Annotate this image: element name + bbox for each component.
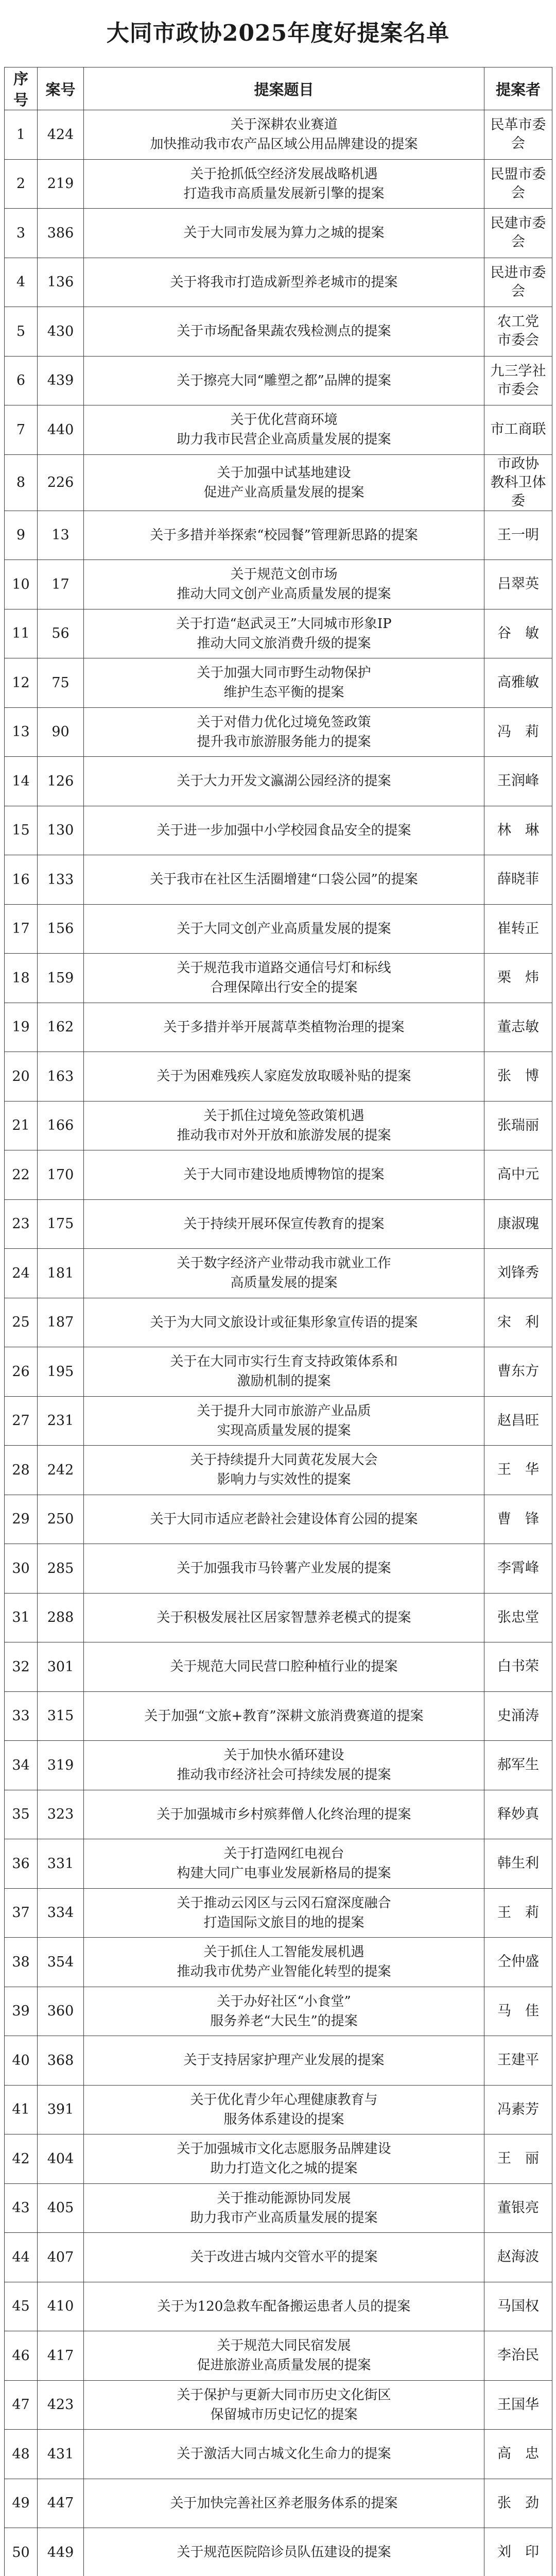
table-row bbox=[5, 1593, 552, 1642]
proposal-title-cell: 关于为大同文旅设计或征集形象宣传语的提案 bbox=[84, 1298, 484, 1347]
case-number-cell: 360 bbox=[38, 1987, 84, 2036]
case-number-cell: 391 bbox=[38, 2085, 84, 2134]
case-number-cell: 423 bbox=[38, 2380, 84, 2430]
table-row bbox=[5, 806, 552, 855]
proposer-cell: 农工党 市委会 bbox=[484, 307, 552, 357]
serial-cell: 44 bbox=[5, 2233, 38, 2282]
proposer-cell: 王润峰 bbox=[484, 757, 552, 806]
serial-cell: 31 bbox=[5, 1593, 38, 1642]
case-number-cell: 424 bbox=[38, 110, 84, 160]
table-row bbox=[5, 2430, 552, 2479]
serial-cell: 35 bbox=[5, 1790, 38, 1839]
proposal-title-cell: 关于大同市发展为算力之城的提案 bbox=[84, 209, 484, 258]
proposer-cell: 李治民 bbox=[484, 2331, 552, 2381]
table-row bbox=[5, 2282, 552, 2331]
serial-cell: 48 bbox=[5, 2430, 38, 2479]
proposal-title-cell: 关于抓住人工智能发展机遇 推动我市优势产业智能化转型的提案 bbox=[84, 1938, 484, 1987]
serial-cell: 46 bbox=[5, 2331, 38, 2381]
serial-cell: 12 bbox=[5, 658, 38, 708]
table-row bbox=[5, 1790, 552, 1839]
case-number-cell: 368 bbox=[38, 2036, 84, 2086]
serial-cell: 5 bbox=[5, 307, 38, 357]
case-number-cell: 187 bbox=[38, 1298, 84, 1347]
table-row bbox=[5, 1298, 552, 1347]
proposer-cell: 白书荣 bbox=[484, 1642, 552, 1692]
serial-cell: 7 bbox=[5, 405, 38, 455]
serial-cell: 3 bbox=[5, 209, 38, 258]
serial-cell: 28 bbox=[5, 1446, 38, 1495]
serial-cell: 13 bbox=[5, 707, 38, 757]
proposal-title-cell: 关于大同市适应老龄社会建设体育公园的提案 bbox=[84, 1495, 484, 1544]
case-number-cell: 323 bbox=[38, 1790, 84, 1839]
proposer-cell: 曹东方 bbox=[484, 1347, 552, 1397]
proposer-cell: 谷 敏 bbox=[484, 609, 552, 658]
serial-cell: 49 bbox=[5, 2479, 38, 2528]
proposal-title-cell: 关于激活大同古城文化生命力的提案 bbox=[84, 2430, 484, 2479]
proposal-title-cell: 关于在大同市实行生育支持政策体系和 激励机制的提案 bbox=[84, 1347, 484, 1397]
proposal-title-cell: 关于提升大同市旅游产业品质 实现高质量发展的提案 bbox=[84, 1396, 484, 1446]
proposer-cell: 崔转正 bbox=[484, 904, 552, 954]
serial-cell: 24 bbox=[5, 1249, 38, 1298]
table-row bbox=[5, 2331, 552, 2381]
case-number-cell: 331 bbox=[38, 1839, 84, 1889]
case-number-cell: 136 bbox=[38, 258, 84, 307]
case-number-cell: 126 bbox=[38, 757, 84, 806]
serial-cell: 14 bbox=[5, 757, 38, 806]
table-row bbox=[5, 1101, 552, 1150]
proposer-cell: 市政协 教科卫体委 bbox=[484, 454, 552, 511]
proposal-title-cell: 关于规范大同民营口腔种植行业的提案 bbox=[84, 1642, 484, 1692]
proposal-title-cell: 关于优化青少年心理健康教育与 服务体系建设的提案 bbox=[84, 2085, 484, 2134]
proposer-cell: 张 博 bbox=[484, 1052, 552, 1101]
serial-cell: 11 bbox=[5, 609, 38, 658]
proposer-cell: 薛晓菲 bbox=[484, 855, 552, 905]
serial-cell: 37 bbox=[5, 1888, 38, 1938]
proposer-cell: 民建市委会 bbox=[484, 209, 552, 258]
proposer-cell: 林 琳 bbox=[484, 806, 552, 855]
table-row bbox=[5, 1839, 552, 1889]
serial-cell: 9 bbox=[5, 511, 38, 560]
case-number-cell: 170 bbox=[38, 1150, 84, 1200]
table-row bbox=[5, 1987, 552, 2036]
case-number-cell: 181 bbox=[38, 1249, 84, 1298]
case-number-cell: 430 bbox=[38, 307, 84, 357]
case-number-cell: 195 bbox=[38, 1347, 84, 1397]
proposal-title-cell: 关于加快完善社区养老服务体系的提案 bbox=[84, 2479, 484, 2528]
table-row bbox=[5, 757, 552, 806]
serial-cell: 22 bbox=[5, 1150, 38, 1200]
proposal-title-cell: 关于持续提升大同黄花发展大会 影响力与实效性的提案 bbox=[84, 1446, 484, 1495]
case-number-cell: 226 bbox=[38, 454, 84, 511]
case-number-cell: 90 bbox=[38, 707, 84, 757]
proposer-cell: 冯素芳 bbox=[484, 2085, 552, 2134]
table-row bbox=[5, 2036, 552, 2086]
case-number-cell: 162 bbox=[38, 1003, 84, 1052]
serial-cell: 19 bbox=[5, 1003, 38, 1052]
serial-cell: 20 bbox=[5, 1052, 38, 1101]
proposal-title-cell: 关于积极发展社区居家智慧养老模式的提案 bbox=[84, 1593, 484, 1642]
proposer-cell: 李霄峰 bbox=[484, 1544, 552, 1594]
table-row bbox=[5, 110, 552, 160]
serial-cell: 16 bbox=[5, 855, 38, 905]
serial-cell: 40 bbox=[5, 2036, 38, 2086]
proposer-cell: 王建平 bbox=[484, 2036, 552, 2086]
serial-cell: 41 bbox=[5, 2085, 38, 2134]
proposal-title-cell: 关于打造“赵武灵王”大同城市形象IP 推动大同文旅消费升级的提案 bbox=[84, 609, 484, 658]
table-header-row bbox=[5, 67, 552, 110]
serial-cell: 1 bbox=[5, 110, 38, 160]
serial-cell: 23 bbox=[5, 1199, 38, 1249]
case-number-cell: 219 bbox=[38, 159, 84, 209]
case-number-cell: 285 bbox=[38, 1544, 84, 1594]
serial-cell: 39 bbox=[5, 1987, 38, 2036]
case-number-cell: 301 bbox=[38, 1642, 84, 1692]
case-number-cell: 231 bbox=[38, 1396, 84, 1446]
serial-cell: 45 bbox=[5, 2282, 38, 2331]
case-number-cell: 13 bbox=[38, 511, 84, 560]
table-row bbox=[5, 1150, 552, 1200]
table-row bbox=[5, 2085, 552, 2134]
proposal-title-cell: 关于加强城市文化志愿服务品牌建设 助力打造文化之城的提案 bbox=[84, 2134, 484, 2184]
serial-cell: 30 bbox=[5, 1544, 38, 1594]
table-row bbox=[5, 209, 552, 258]
serial-cell: 43 bbox=[5, 2183, 38, 2233]
proposal-title-cell: 关于优化营商环境 助力我市民营企业高质量发展的提案 bbox=[84, 405, 484, 455]
case-number-cell: 163 bbox=[38, 1052, 84, 1101]
table-row bbox=[5, 258, 552, 307]
proposal-title-cell: 关于加快水循环建设 推动我市经济社会可持续发展的提案 bbox=[84, 1741, 484, 1790]
proposal-title-cell: 关于规范文创市场 推动大同文创产业高质量发展的提案 bbox=[84, 560, 484, 609]
table-row bbox=[5, 904, 552, 954]
proposer-cell: 王一明 bbox=[484, 511, 552, 560]
table-row bbox=[5, 1396, 552, 1446]
proposer-cell: 刘锋秀 bbox=[484, 1249, 552, 1298]
table-row bbox=[5, 2479, 552, 2528]
proposer-cell: 曹 锋 bbox=[484, 1495, 552, 1544]
proposer-cell: 董志敏 bbox=[484, 1003, 552, 1052]
proposal-title-cell: 关于加强城市乡村殡葬僧人化终治理的提案 bbox=[84, 1790, 484, 1839]
proposal-title-cell: 关于为120急救车配备搬运患者人员的提案 bbox=[84, 2282, 484, 2331]
proposer-cell: 王 丽 bbox=[484, 2134, 552, 2184]
serial-cell: 36 bbox=[5, 1839, 38, 1889]
proposer-cell: 冯 莉 bbox=[484, 707, 552, 757]
proposer-cell: 吕翠英 bbox=[484, 560, 552, 609]
case-number-cell: 447 bbox=[38, 2479, 84, 2528]
proposal-title-cell: 关于保护与更新大同市历史文化街区 保留城市历史记忆的提案 bbox=[84, 2380, 484, 2430]
case-number-cell: 156 bbox=[38, 904, 84, 954]
proposal-title-cell: 关于抢抓低空经济发展战略机遇 打造我市高质量发展新引擎的提案 bbox=[84, 159, 484, 209]
case-number-cell: 410 bbox=[38, 2282, 84, 2331]
case-number-cell: 449 bbox=[38, 2528, 84, 2576]
proposer-cell: 高中元 bbox=[484, 1150, 552, 1200]
case-number-cell: 440 bbox=[38, 405, 84, 455]
proposer-cell: 栗 炜 bbox=[484, 954, 552, 1003]
proposal-title-cell: 关于深耕农业赛道 加快推动我市农产品区域公用品牌建设的提案 bbox=[84, 110, 484, 160]
case-number-cell: 130 bbox=[38, 806, 84, 855]
proposal-title-cell: 关于抓住过境免签政策机遇 推动我市对外开放和旅游发展的提案 bbox=[84, 1101, 484, 1150]
proposer-cell: 郝军生 bbox=[484, 1741, 552, 1790]
proposer-cell: 董银亮 bbox=[484, 2183, 552, 2233]
proposal-title-cell: 关于对借力优化过境免签政策 提升我市旅游服务能力的提案 bbox=[84, 707, 484, 757]
case-number-cell: 75 bbox=[38, 658, 84, 708]
table-row bbox=[5, 1052, 552, 1101]
table-row bbox=[5, 2183, 552, 2233]
case-number-cell: 175 bbox=[38, 1199, 84, 1249]
table-row bbox=[5, 1347, 552, 1397]
serial-cell: 47 bbox=[5, 2380, 38, 2430]
serial-cell: 4 bbox=[5, 258, 38, 307]
proposer-cell: 释妙真 bbox=[484, 1790, 552, 1839]
case-number-cell: 439 bbox=[38, 356, 84, 405]
table-row bbox=[5, 2134, 552, 2184]
proposal-title-cell: 关于大力开发文瀛湖公园经济的提案 bbox=[84, 757, 484, 806]
proposal-title-cell: 关于数字经济产业带动我市就业工作 高质量发展的提案 bbox=[84, 1249, 484, 1298]
case-number-cell: 242 bbox=[38, 1446, 84, 1495]
table-row bbox=[5, 1544, 552, 1594]
serial-cell: 21 bbox=[5, 1101, 38, 1150]
case-number-cell: 159 bbox=[38, 954, 84, 1003]
serial-cell: 10 bbox=[5, 560, 38, 609]
case-number-cell: 386 bbox=[38, 209, 84, 258]
proposer-cell: 王 华 bbox=[484, 1446, 552, 1495]
proposal-title-cell: 关于持续开展环保宣传教育的提案 bbox=[84, 1199, 484, 1249]
table-row bbox=[5, 1495, 552, 1544]
table-row bbox=[5, 560, 552, 609]
serial-cell: 34 bbox=[5, 1741, 38, 1790]
proposal-title-cell: 关于支持居家护理产业发展的提案 bbox=[84, 2036, 484, 2086]
proposer-cell: 赵昌旺 bbox=[484, 1396, 552, 1446]
table-row bbox=[5, 1446, 552, 1495]
serial-cell: 50 bbox=[5, 2528, 38, 2576]
case-number-cell: 133 bbox=[38, 855, 84, 905]
case-number-cell: 405 bbox=[38, 2183, 84, 2233]
proposer-cell: 王国华 bbox=[484, 2380, 552, 2430]
proposal-title-cell: 关于加强“文旅+教育”深耕文旅消费赛道的提案 bbox=[84, 1691, 484, 1741]
table-row bbox=[5, 658, 552, 708]
case-number-cell: 315 bbox=[38, 1691, 84, 1741]
proposal-title-cell: 关于规范大同民宿发展 促进旅游业高质量发展的提案 bbox=[84, 2331, 484, 2381]
table-row bbox=[5, 511, 552, 560]
case-number-cell: 17 bbox=[38, 560, 84, 609]
table-row bbox=[5, 1642, 552, 1692]
proposer-cell: 张忠堂 bbox=[484, 1593, 552, 1642]
column-header-proposal-title: 提案题目 bbox=[84, 67, 484, 110]
serial-cell: 29 bbox=[5, 1495, 38, 1544]
proposer-cell: 王 莉 bbox=[484, 1888, 552, 1938]
serial-cell: 2 bbox=[5, 159, 38, 209]
serial-cell: 18 bbox=[5, 954, 38, 1003]
proposer-cell: 高雅敏 bbox=[484, 658, 552, 708]
proposer-cell: 马国权 bbox=[484, 2282, 552, 2331]
column-header-serial: 序号 bbox=[5, 67, 38, 110]
case-number-cell: 417 bbox=[38, 2331, 84, 2381]
proposal-title-cell: 关于多措并举开展蒿草类植物治理的提案 bbox=[84, 1003, 484, 1052]
proposal-title-cell: 关于推动云冈区与云冈石窟深度融合 打造国际文旅目的地的提案 bbox=[84, 1888, 484, 1938]
table-row bbox=[5, 1249, 552, 1298]
proposal-title-cell: 关于规范我市道路交通信号灯和标线 合理保障出行安全的提案 bbox=[84, 954, 484, 1003]
serial-cell: 27 bbox=[5, 1396, 38, 1446]
serial-cell: 25 bbox=[5, 1298, 38, 1347]
table-row bbox=[5, 159, 552, 209]
proposer-cell: 仝仲盛 bbox=[484, 1938, 552, 1987]
proposer-cell: 赵海波 bbox=[484, 2233, 552, 2282]
case-number-cell: 404 bbox=[38, 2134, 84, 2184]
case-number-cell: 431 bbox=[38, 2430, 84, 2479]
proposal-title-cell: 关于加强中试基地建设 促进产业高质量发展的提案 bbox=[84, 454, 484, 511]
table-row bbox=[5, 609, 552, 658]
case-number-cell: 407 bbox=[38, 2233, 84, 2282]
proposal-title-cell: 关于推动能源协同发展 助力我市产业高质量发展的提案 bbox=[84, 2183, 484, 2233]
proposal-title-cell: 关于进一步加强中小学校园食品安全的提案 bbox=[84, 806, 484, 855]
proposal-title-cell: 关于办好社区“小食堂” 服务养老“大民生”的提案 bbox=[84, 1987, 484, 2036]
case-number-cell: 56 bbox=[38, 609, 84, 658]
serial-cell: 26 bbox=[5, 1347, 38, 1397]
proposal-title-cell: 关于擦亮大同“雕塑之都”品牌的提案 bbox=[84, 356, 484, 405]
proposal-title-cell: 关于加强我市马铃薯产业发展的提案 bbox=[84, 1544, 484, 1594]
serial-cell: 33 bbox=[5, 1691, 38, 1741]
table-row bbox=[5, 1199, 552, 1249]
proposer-cell: 九三学社 市委会 bbox=[484, 356, 552, 405]
proposal-title-cell: 关于大同文创产业高质量发展的提案 bbox=[84, 904, 484, 954]
proposal-title-cell: 关于将我市打造成新型养老城市的提案 bbox=[84, 258, 484, 307]
table-row bbox=[5, 2233, 552, 2282]
proposal-table bbox=[4, 67, 552, 2576]
proposer-cell: 史涌涛 bbox=[484, 1691, 552, 1741]
table-row bbox=[5, 2528, 552, 2576]
proposal-title-cell: 关于为困难残疾人家庭发放取暖补贴的提案 bbox=[84, 1052, 484, 1101]
serial-cell: 6 bbox=[5, 356, 38, 405]
table-row bbox=[5, 454, 552, 511]
table-row bbox=[5, 855, 552, 905]
column-header-proposer: 提案者 bbox=[484, 67, 552, 110]
proposal-title-cell: 关于改进古城内交管水平的提案 bbox=[84, 2233, 484, 2282]
proposer-cell: 韩生利 bbox=[484, 1839, 552, 1889]
proposer-cell: 民进市委会 bbox=[484, 258, 552, 307]
case-number-cell: 288 bbox=[38, 1593, 84, 1642]
table-row bbox=[5, 707, 552, 757]
case-number-cell: 319 bbox=[38, 1741, 84, 1790]
proposal-title-cell: 关于打造网红电视台 构建大同广电事业发展新格局的提案 bbox=[84, 1839, 484, 1889]
table-row bbox=[5, 307, 552, 357]
proposal-title-cell: 关于市场配备果蔬农残检测点的提案 bbox=[84, 307, 484, 357]
page-title: 大同市政协2025年度好提案名单 bbox=[106, 20, 450, 46]
serial-cell: 15 bbox=[5, 806, 38, 855]
proposal-title-cell: 关于我市在社区生活圈增建“口袋公园”的提案 bbox=[84, 855, 484, 905]
serial-cell: 17 bbox=[5, 904, 38, 954]
proposal-title-cell: 关于加强大同市野生动物保护 维护生态平衡的提案 bbox=[84, 658, 484, 708]
case-number-cell: 354 bbox=[38, 1938, 84, 1987]
case-number-cell: 250 bbox=[38, 1495, 84, 1544]
table-row bbox=[5, 1003, 552, 1052]
table-row bbox=[5, 1741, 552, 1790]
proposal-title-cell: 关于规范医院陪诊员队伍建设的提案 bbox=[84, 2528, 484, 2576]
proposer-cell: 张 劲 bbox=[484, 2479, 552, 2528]
table-row bbox=[5, 405, 552, 455]
table-row bbox=[5, 954, 552, 1003]
proposer-cell: 宋 利 bbox=[484, 1298, 552, 1347]
serial-cell: 42 bbox=[5, 2134, 38, 2184]
proposer-cell: 高 忠 bbox=[484, 2430, 552, 2479]
proposal-title-cell: 关于多措并举探索“校园餐”管理新思路的提案 bbox=[84, 511, 484, 560]
serial-cell: 38 bbox=[5, 1938, 38, 1987]
column-header-case-number: 案号 bbox=[38, 67, 84, 110]
case-number-cell: 334 bbox=[38, 1888, 84, 1938]
table-row bbox=[5, 1691, 552, 1741]
table-row bbox=[5, 1938, 552, 1987]
proposer-cell: 民盟市委会 bbox=[484, 159, 552, 209]
case-number-cell: 166 bbox=[38, 1101, 84, 1150]
table-row bbox=[5, 2380, 552, 2430]
table-row bbox=[5, 356, 552, 405]
proposer-cell: 康淑瑰 bbox=[484, 1199, 552, 1249]
proposer-cell: 张瑞丽 bbox=[484, 1101, 552, 1150]
serial-cell: 8 bbox=[5, 454, 38, 511]
proposer-cell: 刘 印 bbox=[484, 2528, 552, 2576]
proposal-title-cell: 关于大同市建设地质博物馆的提案 bbox=[84, 1150, 484, 1200]
table-row bbox=[5, 1888, 552, 1938]
proposer-cell: 市工商联 bbox=[484, 405, 552, 455]
proposer-cell: 马 佳 bbox=[484, 1987, 552, 2036]
serial-cell: 32 bbox=[5, 1642, 38, 1692]
proposer-cell: 民革市委会 bbox=[484, 110, 552, 160]
